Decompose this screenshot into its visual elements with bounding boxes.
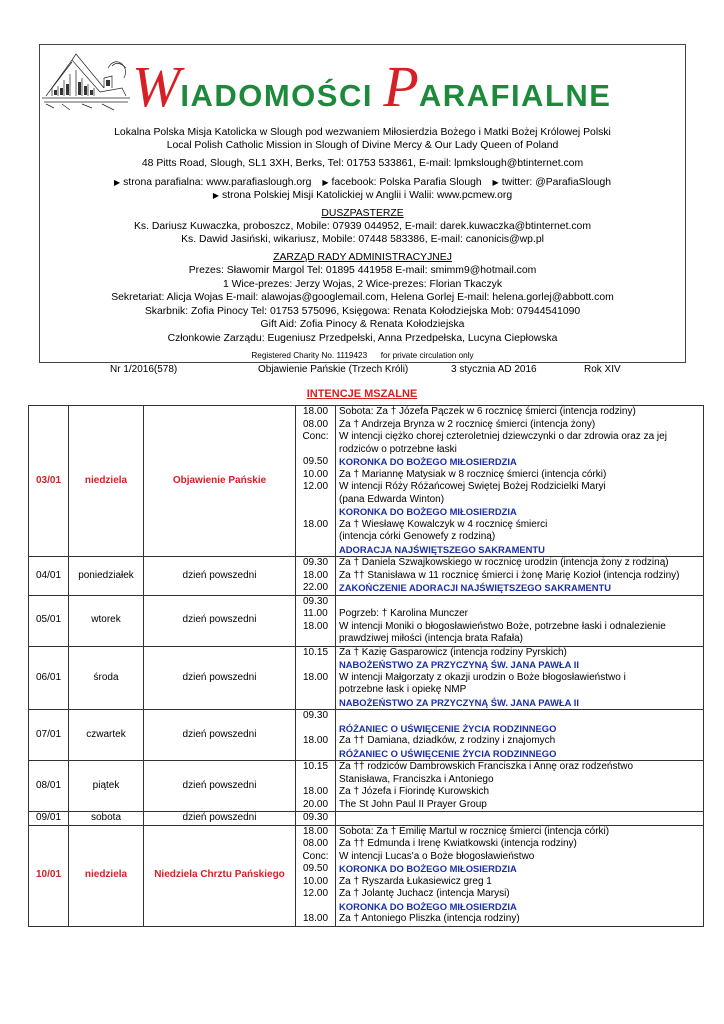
weekday-cell: poniedziałek [69, 557, 144, 596]
weekday-cell: czwartek [69, 710, 144, 761]
weekday-cell: sobota [69, 812, 144, 826]
date-cell: 03/01 [29, 406, 69, 557]
board-line: Skarbnik: Zofia Pinocy Tel: 01753 575096, Księgowa: Renata Kołodziejska Mob: 07944541090 [144, 306, 581, 317]
mass-intention: (intencja córki Genowefy z rodziną) [339, 531, 496, 542]
church-drawing-icon [42, 48, 130, 114]
mass-intention: Za † Wiesławę Kowalczyk w 4 rocznicę śmierci [339, 518, 548, 530]
time-cell [296, 557, 336, 596]
mass-time: Conc: [302, 431, 329, 442]
mass-intention: Za † Józefa i Fiorindę Kurowskich [339, 786, 490, 797]
weekday-cell: piątek [69, 761, 144, 812]
title-initial-w: W [132, 54, 181, 119]
mass-intention [339, 812, 701, 825]
triangle-bullet-icon: ▶ [322, 178, 329, 187]
mass-intention: prawdziwej miłości (intencja brata Rafała) [339, 633, 523, 644]
mass-intention: Sobota: Za † Józefa Pączek w 6 rocznicę śmierci (intencja rodziny) [339, 406, 636, 417]
liturgical-day-cell: Niedziela Chrztu Pańskiego [144, 825, 296, 926]
mass-intention: Za † Daniela Szwajkowskiego w rocznicę urodzin (intencja żony z rodziną) [339, 557, 669, 568]
devotion-heading: RÓŻANIEC O UŚWIĘCENIE ŻYCIA RODZINNEGO [339, 747, 557, 759]
mass-time: 22.00 [302, 582, 329, 593]
intention-cell [336, 646, 704, 710]
mass-time [296, 659, 335, 672]
mass-time: 09.30 [302, 710, 329, 721]
intention-cell [336, 812, 704, 826]
mass-intention: W intencji Małgorzaty z okazji urodzin o Boże błogosławieństwo i [339, 671, 626, 683]
devotion-heading: NABOŻEŃSTWO ZA PRZYCZYNĄ ŚW. JANA PAWŁA II [339, 696, 579, 708]
table-row [29, 812, 704, 826]
mass-time [296, 531, 335, 544]
mass-time [296, 901, 335, 914]
triangle-bullet-icon: ▶ [212, 191, 220, 200]
date-cell: 10/01 [29, 825, 69, 926]
mass-time: 12.00 [302, 481, 329, 492]
mass-time: 18.00 [302, 620, 329, 632]
mass-time [296, 506, 335, 519]
date-cell: 07/01 [29, 710, 69, 761]
mass-time: 12.00 [302, 888, 329, 899]
time-cell [296, 710, 336, 761]
mass-intention: Za † Ryszarda Łukasiewicz greg 1 [339, 875, 492, 887]
pastor-parish-priest: Ks. Dariusz Kuwaczka, proboszcz, Mobile: 07939 044952, E-mail: darek.kuwaczka@btinternet.com [134, 221, 591, 232]
mass-time [296, 697, 335, 710]
mass-time: 10.15 [302, 761, 329, 772]
board-line: 1 Wice-prezes: Jerzy Wojas, 2 Wice-prezes: Florian Tkaczyk [222, 279, 503, 290]
mission-polish: Lokalna Polska Misja Katolicka w Slough pod wezwaniem Miłosierdzia Bożego i Matki Bożej Królowej Polski [114, 127, 611, 138]
date-cell: 08/01 [29, 761, 69, 812]
devotion-heading: KORONKA DO BOŻEGO MIŁOSIERDZIA [339, 863, 517, 874]
mass-intention [339, 710, 701, 723]
liturgical-day-cell: dzień powszedni [144, 557, 296, 596]
date-cell: 04/01 [29, 557, 69, 596]
link-twitter[interactable]: twitter: @ParafiaSlough [501, 177, 612, 188]
devotion-heading: RÓŻANIEC O UŚWIĘCENIE ŻYCIA RODZINNEGO [339, 722, 557, 734]
links-line [40, 176, 685, 189]
mass-intention: W intencji ciężko chorej czteroletniej dziewczynki o dar zdrowia oraz za jej [339, 431, 667, 442]
date-cell: 06/01 [29, 646, 69, 710]
time-cell [296, 646, 336, 710]
board-line: Członkowie Zarządu: Eugeniusz Przedpełski, Anna Przedpełska, Lucyna Ciepłowska [167, 333, 558, 344]
mass-time: 10.00 [302, 468, 329, 480]
mass-intention: Za † Mariannę Matysiak w 8 rocznicę śmierci (intencja córki) [339, 468, 607, 480]
weekday-cell: niedziela [69, 406, 144, 557]
mass-time: 09.50 [302, 456, 329, 467]
mass-intention: Za †† Edmunda i Irenę Kwiatkowski (intencja rodziny) [339, 838, 577, 849]
mass-intention: Za † Jolantę Juchacz (intencja Marysi) [339, 888, 510, 899]
mass-intention: rodziców o potrzebne łaski [339, 443, 457, 455]
mission-english: Local Polish Catholic Mission in Slough of Divine Mercy & Our Lady Queen of Poland [166, 140, 559, 151]
mass-intention: W intencji Róży Różańcowej Świętej Bożej Rodzicielki Maryi [339, 481, 606, 492]
devotion-heading: ADORACJA NAJŚWIĘTSZEGO SAKRAMENTU [339, 543, 545, 555]
mass-intentions-table [28, 405, 704, 927]
board-line: Gift Aid: Zofia Pinocy & Renata Kołodziejska [260, 319, 465, 330]
mass-intention: Za †† Damiana, dziadków, z rodziny i znajomych [339, 735, 556, 746]
liturgical-day-cell: Objawienie Pańskie [144, 406, 296, 557]
section-title: INTENCJE MSZALNE [306, 388, 418, 400]
title-word-2: ARAFIALNE [418, 78, 612, 113]
table-row [29, 557, 704, 596]
mass-time: 18.00 [302, 569, 329, 581]
mass-time [296, 774, 335, 787]
mass-time [296, 748, 335, 761]
issue-number: Nr 1/2016(578) [110, 364, 178, 375]
mass-time: 18.00 [302, 406, 329, 417]
devotion-heading: KORONKA DO BOŻEGO MIŁOSIERDZIA [339, 506, 517, 517]
mass-intention: Sobota: Za † Emilię Martul w rocznicę śmierci (intencja córki) [339, 825, 610, 837]
mass-time: 09.30 [302, 812, 329, 823]
address-line: 48 Pitts Road, Slough, SL1 3XH, Berks, Tel: 01753 533861, E-mail: lpmkslough@btinternet.com [141, 158, 584, 169]
mass-intention [339, 596, 701, 609]
intention-cell [336, 406, 704, 557]
liturgical-day-cell: dzień powszedni [144, 646, 296, 710]
mass-time: 10.15 [302, 646, 329, 658]
triangle-bullet-icon: ▶ [113, 178, 121, 187]
liturgical-day-cell: dzień powszedni [144, 812, 296, 826]
table-row [29, 595, 704, 646]
mass-time [296, 684, 335, 697]
table-row [29, 825, 704, 926]
intention-cell [336, 710, 704, 761]
charity-line: Registered Charity No. 1119423 for private circulation only [251, 351, 474, 360]
mass-intention: (pana Edwarda Winton) [339, 493, 445, 505]
mass-time: 20.00 [302, 798, 329, 810]
time-cell [296, 761, 336, 812]
mass-time: 08.00 [302, 838, 329, 849]
liturgical-day-cell: dzień powszedni [144, 710, 296, 761]
liturgical-day-cell: dzień powszedni [144, 761, 296, 812]
time-cell [296, 825, 336, 926]
mass-time: 18.00 [302, 913, 329, 924]
mass-time: 09.50 [302, 863, 329, 874]
title-word-1: IADOMOŚCI [180, 78, 373, 113]
mass-intention: W intencji Lucas'a o Boże błogosławieństwo [339, 850, 535, 862]
board-heading: ZARZĄD RADY ADMINISTRACYJNEJ [273, 252, 452, 263]
mass-time [296, 444, 335, 457]
devotion-heading: NABOŻEŃSTWO ZA PRZYCZYNĄ ŚW. JANA PAWŁA II [339, 659, 579, 670]
liturgical-day-cell: dzień powszedni [144, 595, 296, 646]
pastor-vicar: Ks. Dawid Jasiński, wikariusz, Mobile: 07448 583386, E-mail: canonicis@wp.pl [181, 234, 544, 245]
time-cell [296, 595, 336, 646]
mass-time: 09.30 [302, 595, 329, 607]
mass-time: 18.00 [302, 786, 329, 797]
mass-intention: W intencji Moniki o błogosławieństwo Boże, potrzebne łaski i odnalezienie [339, 620, 666, 632]
table-row [29, 761, 704, 812]
triangle-bullet-icon: ▶ [492, 178, 499, 187]
devotion-heading: KORONKA DO BOŻEGO MIŁOSIERDZIA [339, 456, 517, 467]
link-pcmew[interactable]: strona Polskiej Misji Katolickiej w Anglii i Walii: www.pcmew.org [222, 190, 513, 201]
intention-cell [336, 761, 704, 812]
mass-time: 11.00 [303, 608, 328, 619]
link-parish-site[interactable]: strona parafialna: www.parafiaslough.org [123, 177, 312, 188]
mass-intention: Stanisława, Franciszka i Antoniego [339, 773, 494, 785]
issue-feast: Objawienie Pańskie (Trzech Króli) [258, 364, 409, 375]
mass-intention: Za †† rodziców Dambrowskich Franciszka i Annę oraz rodzeństwo [339, 761, 634, 772]
newsletter-title [132, 54, 682, 119]
mass-time: 18.00 [302, 735, 329, 746]
mass-time: Conc: [302, 850, 329, 862]
weekday-cell: niedziela [69, 825, 144, 926]
link-facebook[interactable]: facebook: Polska Parafia Slough [331, 177, 482, 188]
mass-time [296, 723, 335, 736]
mass-intention: Za † Kazię Gasparowicz (intencja rodziny Pyrskich) [339, 646, 567, 658]
mass-intention: Za † Antoniego Pliszka (intencja rodziny) [339, 913, 520, 924]
mass-intention: Za † Andrzeja Brynza w 2 rocznicę śmierci (intencja żony) [339, 418, 596, 430]
mass-time: 10.00 [302, 875, 329, 887]
mass-time: 18.00 [302, 518, 329, 530]
table-row [29, 646, 704, 710]
table-row [29, 406, 704, 557]
time-cell [296, 406, 336, 557]
date-cell: 05/01 [29, 595, 69, 646]
date-cell: 09/01 [29, 812, 69, 826]
issue-date: 3 stycznia AD 2016 [451, 364, 537, 375]
board-line: Sekretariat: Alicja Wojas E-mail: alawojas@googlemail.com, Helena Gorlej E-mail: helena.gorlej@abbott.com [111, 292, 614, 303]
mass-intention: Pogrzeb: † Karolina Munczer [339, 608, 468, 619]
devotion-heading: KORONKA DO BOŻEGO MIŁOSIERDZIA [339, 900, 517, 912]
mass-time: 18.00 [302, 671, 329, 683]
board-line: Prezes: Sławomir Margol Tel: 01895 441958 E-mail: smimm9@hotmail.com [188, 265, 537, 276]
mass-time [296, 494, 335, 507]
mass-intention: potrzebne łask i opiekę NMP [339, 684, 467, 695]
mass-intention: The St John Paul II Prayer Group [339, 798, 487, 810]
pastors-heading: DUSZPASTERZE [321, 208, 404, 219]
time-cell [296, 812, 336, 826]
weekday-cell: wtorek [69, 595, 144, 646]
weekday-cell: środa [69, 646, 144, 710]
pcmew-line [40, 189, 685, 202]
mass-time [296, 633, 335, 646]
intention-cell [336, 557, 704, 596]
mass-time: 09.30 [302, 557, 329, 568]
issue-year: Rok XIV [584, 364, 621, 375]
mass-time [296, 544, 335, 557]
table-row [29, 710, 704, 761]
mass-time: 18.00 [302, 825, 329, 837]
intention-cell [336, 825, 704, 926]
mass-time: 08.00 [302, 418, 329, 430]
title-initial-p: P [383, 54, 419, 119]
mass-intention: Za †† Stanisława w 11 rocznicę śmierci i żonę Marię Kozioł (intencja rodziny) [339, 569, 680, 581]
devotion-heading: ZAKOŃCZENIE ADORACJI NAJŚWIĘTSZEGO SAKRAMENTU [339, 582, 612, 593]
intention-cell [336, 595, 704, 646]
